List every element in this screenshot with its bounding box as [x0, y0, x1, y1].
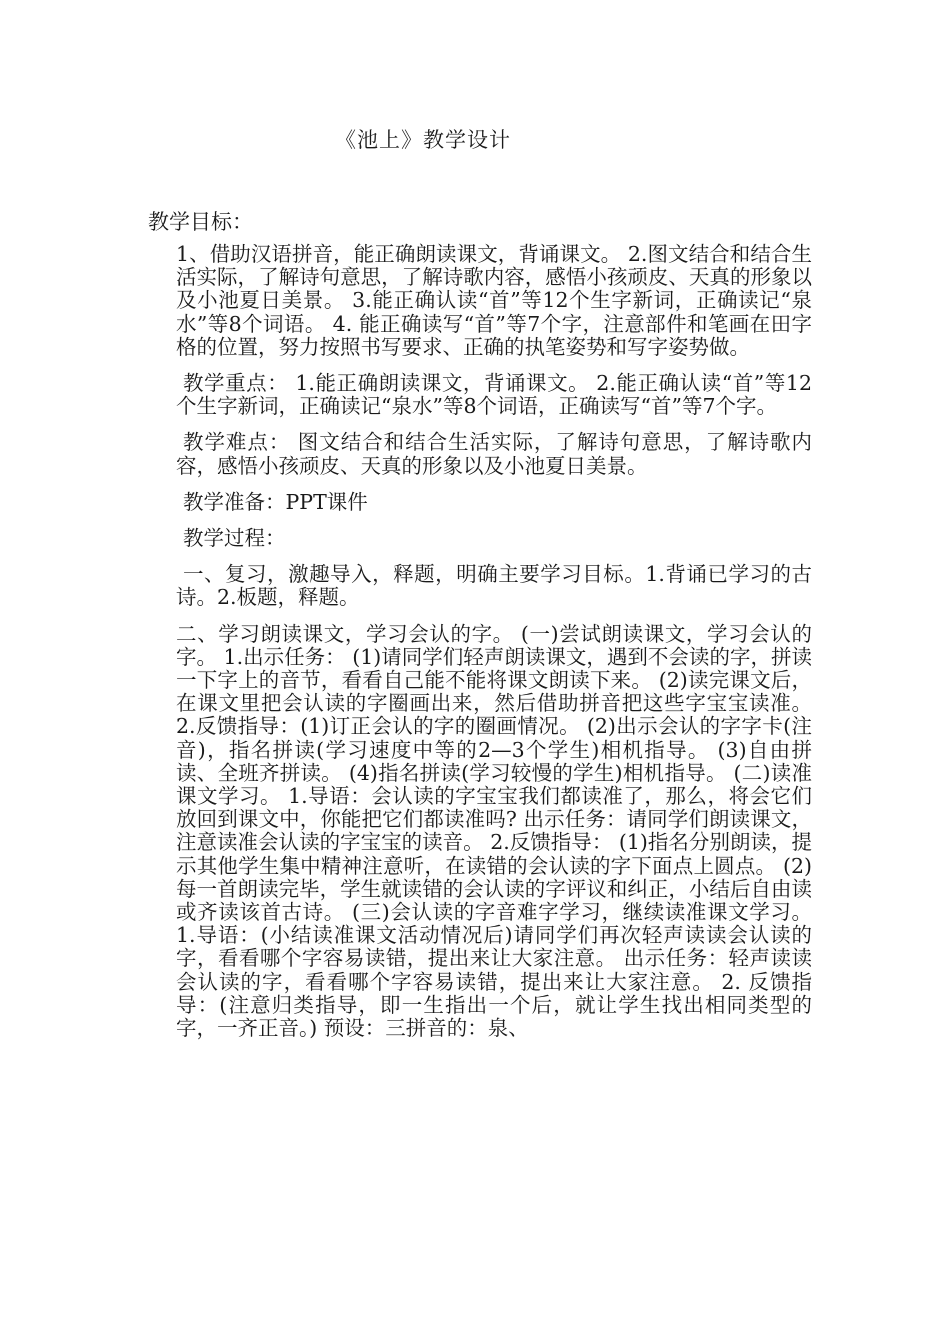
difficulties-paragraph: 教学难点： 图文结合和结合生活实际，了解诗句意思，了解诗歌内容，感悟小孩顽皮、天真的形象以及小池夏日美景。: [176, 430, 812, 478]
process-step-two: 二、学习朗读课文，学习会认的字。 (一)尝试朗读课文，学习会认的字。 1.出示任务： (1)请同学们轻声朗读课文，遇到不会读的字，拼读一下字上的音节，看看自己能不能将课文朗读下来。 (2)读完课文后，在课文里把会认读的字圈画出来，然后借助拼音把这些字宝宝读准。 2.反馈指导：(1)订正会认的字的圈画情况。 (2)出示会认的字字卡(注音)，指名拼读(学习速度中等的2—3个学生)相机指导。 (3)自由拼读、全班齐拼读。 (4)指名拼读(学习较慢的学生)相机指导。 (二)读准课文学习。 1.导语：会认读的字宝宝我们都读准了，那么，将会它们放回到课文中，你能把它们都读准吗? 出示任务：请同学们朗读课文，注意读准会认读的字宝宝的读音。 2.反馈指导： (1)指名分别朗读，提示其他学生集中精神注意听，在读错的会认读的字下面点上圆点。 (2)每一首朗读完毕，学生就读错的会认读的字评议和纠正，小结后自由读或齐读该首古诗。 (三)会认读的字音难字学习，继续读准课文学习。 1.导语：(小结读准课文活动情况后)请同学们再次轻声读读会认读的字，看看哪个字容易读错，提出来让大家注意。 出示任务：轻声读读会认读的字，看看哪个字容易读错，提出来让大家注意。 2. 反馈指导：(注意归类指导，即一生指出一个后，就让学生找出相同类型的字，一齐正音。) 预设：三拼音的：泉、: [176, 621, 812, 1041]
objectives-heading: 教学目标：: [148, 210, 253, 234]
process-step-one: 一、复习，激趣导入，释题，明确主要学习目标。1.背诵已学习的古诗。2.板题，释题。: [176, 562, 812, 610]
key-points-paragraph: 教学重点： 1.能正确朗读课文，背诵课文。 2.能正确认读“首”等12个生字新词，正确读记“泉水”等8个词语，正确读写“首”等7个字。: [176, 371, 812, 419]
process-heading: 教学过程：: [183, 526, 286, 551]
document-title: 《池上》教学设计: [335, 128, 511, 152]
objectives-paragraph: 1、借助汉语拼音，能正确朗读课文，背诵课文。 2.图文结合和结合生活实际，了解诗句意思，了解诗歌内容，感悟小孩顽皮、天真的形象以及小池夏日美景。 3.能正确认读“首”等12个生字新词，正确读记“泉水”等8个词语。 4. 能正确读写“首”等7个字，注意部件和笔画在田字格的位置，努力按照书写要求、正确的执笔姿势和写字姿势做。: [176, 242, 812, 359]
preparation-paragraph: 教学准备：PPT课件: [183, 489, 368, 514]
document-body: [176, 243, 812, 1053]
